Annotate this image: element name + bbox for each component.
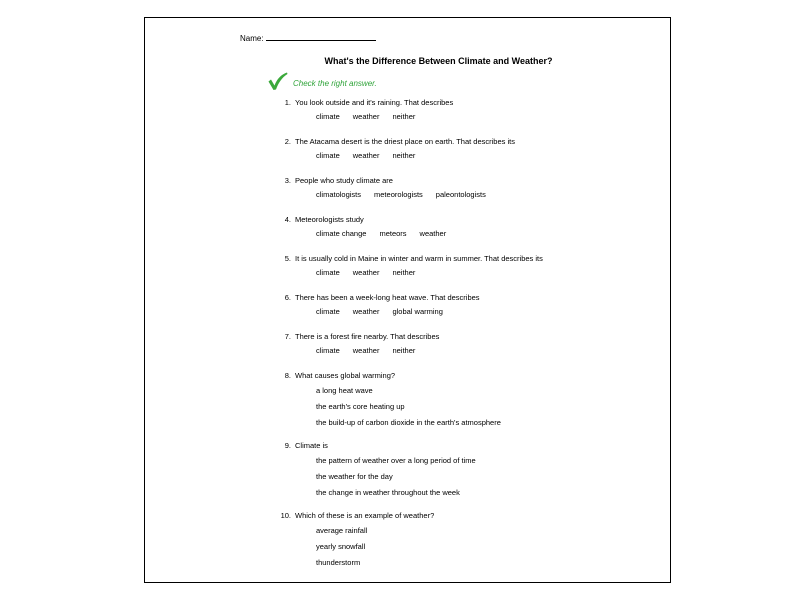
- question-text: Climate is: [295, 441, 328, 450]
- answer-option[interactable]: the pattern of weather over a long period of time: [316, 456, 476, 465]
- answer-option[interactable]: weather: [352, 112, 380, 121]
- question-4: [272, 213, 670, 241]
- answer-option[interactable]: climate: [316, 151, 340, 160]
- answer-option[interactable]: average rainfall: [316, 526, 368, 535]
- answer-options: [316, 523, 670, 571]
- question-8: [272, 369, 670, 431]
- question-text: It is usually cold in Maine in winter and warm in summer. That describes its: [295, 254, 543, 263]
- answer-option[interactable]: the change in weather throughout the week: [316, 488, 460, 497]
- question-7: [272, 330, 670, 358]
- answer-options: [316, 305, 670, 319]
- question-text: There is a forest fire nearby. That describes: [295, 332, 440, 341]
- question-list: [145, 96, 670, 579]
- question-number: 5.: [284, 254, 291, 263]
- answer-option[interactable]: the build-up of carbon dioxide in the earth's atmosphere: [316, 418, 501, 427]
- answer-option[interactable]: climate: [316, 268, 340, 277]
- question-number: 3.: [284, 176, 291, 185]
- answer-option[interactable]: weather: [419, 229, 447, 238]
- name-row: [240, 31, 376, 44]
- question-6: [272, 291, 670, 319]
- question-text: The Atacama desert is the driest place on earth. That describes its: [295, 137, 515, 146]
- question-text: There has been a week-long heat wave. That describes: [295, 293, 480, 302]
- question-number: 6.: [284, 293, 291, 302]
- answer-option[interactable]: climate: [316, 307, 340, 316]
- answer-option[interactable]: neither: [392, 346, 416, 355]
- question-3: [272, 174, 670, 202]
- answer-options: [316, 344, 670, 358]
- question-2: [272, 135, 670, 163]
- answer-options: [316, 383, 670, 431]
- answer-option[interactable]: climate: [316, 112, 340, 121]
- answer-option[interactable]: a long heat wave: [316, 386, 373, 395]
- instruction-row: [266, 71, 377, 91]
- answer-option[interactable]: yearly snowfall: [316, 542, 366, 551]
- question-number: 9.: [284, 441, 291, 450]
- check-icon: [266, 71, 289, 91]
- question-number: 10.: [280, 511, 291, 520]
- question-number: 1.: [284, 98, 291, 107]
- question-number: 8.: [284, 371, 291, 380]
- answer-options: [316, 453, 670, 501]
- answer-option[interactable]: meteorologists: [374, 190, 423, 199]
- answer-options: [316, 266, 670, 280]
- answer-option[interactable]: weather: [352, 268, 380, 277]
- question-10: [272, 509, 670, 571]
- question-1: [272, 96, 670, 124]
- question-5: [272, 252, 670, 280]
- answer-options: [316, 110, 670, 124]
- answer-option[interactable]: paleontologists: [435, 190, 486, 199]
- question-9: [272, 439, 670, 501]
- question-text: People who study climate are: [295, 176, 393, 185]
- question-number: 7.: [284, 332, 291, 341]
- answer-options: [316, 188, 670, 202]
- answer-option[interactable]: climatologists: [316, 190, 362, 199]
- worksheet-page: [144, 17, 671, 583]
- answer-option[interactable]: thunderstorm: [316, 558, 361, 567]
- answer-option[interactable]: climate: [316, 346, 340, 355]
- answer-option[interactable]: neither: [392, 112, 416, 121]
- answer-option[interactable]: neither: [392, 151, 416, 160]
- answer-options: [316, 149, 670, 163]
- answer-option[interactable]: neither: [392, 268, 416, 277]
- answer-option[interactable]: weather: [352, 307, 380, 316]
- name-label: Name:: [240, 34, 264, 43]
- answer-option[interactable]: climate change: [316, 229, 367, 238]
- answer-options: [316, 227, 670, 241]
- answer-option[interactable]: weather: [352, 346, 380, 355]
- question-number: 2.: [284, 137, 291, 146]
- answer-option[interactable]: the weather for the day: [316, 472, 393, 481]
- instruction-text: Check the right answer.: [293, 79, 377, 88]
- name-field[interactable]: [266, 31, 376, 41]
- question-number: 4.: [284, 215, 291, 224]
- question-text: Which of these is an example of weather?: [295, 511, 435, 520]
- answer-option[interactable]: meteors: [379, 229, 407, 238]
- page-title: What's the Difference Between Climate and Weather?: [324, 56, 553, 66]
- question-text: You look outside and it's raining. That describes: [295, 98, 454, 107]
- question-text: What causes global warming?: [295, 371, 396, 380]
- answer-option[interactable]: global warming: [392, 307, 443, 316]
- answer-option[interactable]: the earth's core heating up: [316, 402, 405, 411]
- question-text: Meteorologists study: [295, 215, 364, 224]
- answer-option[interactable]: weather: [352, 151, 380, 160]
